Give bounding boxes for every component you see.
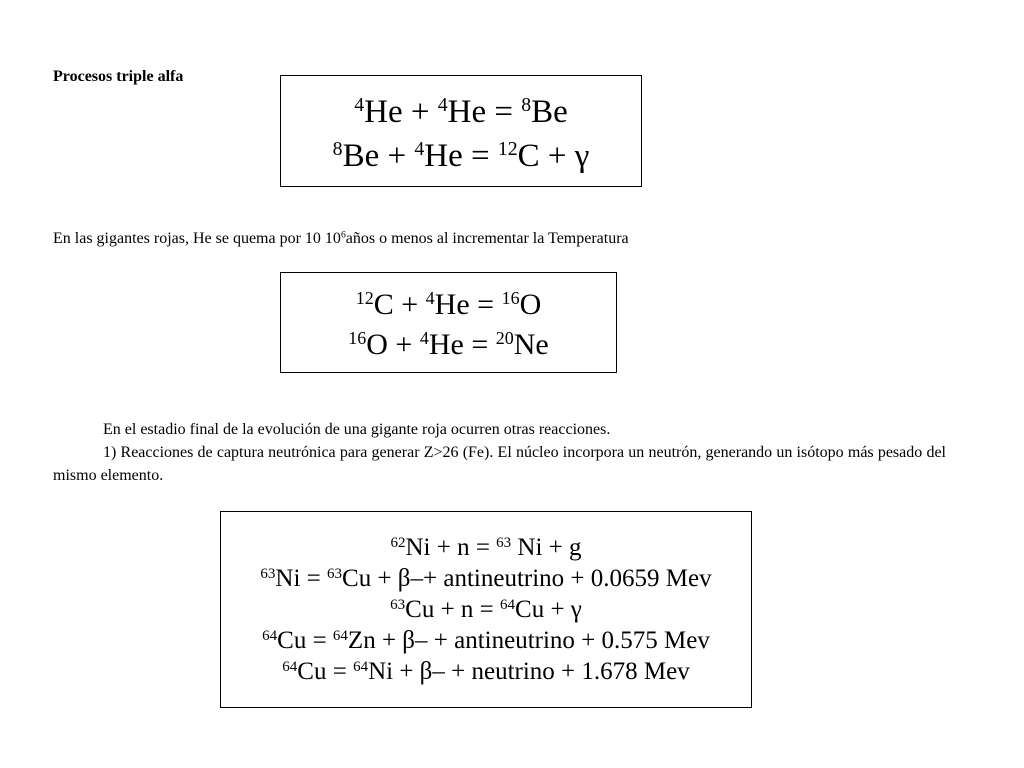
equation-text: Ni + β– + neutrino + 1.678 Mev — [368, 658, 690, 685]
equation-text: He = — [424, 138, 498, 174]
equation-text: C + γ — [517, 138, 590, 174]
mass-number: 64 — [353, 658, 369, 675]
mass-number: 64 — [262, 627, 278, 644]
mass-number: 4 — [354, 94, 365, 117]
mass-number: 63 — [390, 596, 406, 613]
mass-number: 20 — [495, 328, 514, 349]
equation-line — [281, 285, 616, 325]
mass-number: 62 — [390, 534, 406, 551]
equation-line — [221, 563, 751, 594]
mass-number: 4 — [414, 138, 425, 161]
equation-text: He = — [434, 288, 502, 321]
final-stage-paragraph-2: 1) Reacciones de captura neutrónica para generar Z>26 (Fe). El núcleo incorpora un neutrón, generando un isótopo más pesado del mismo elemento. — [53, 444, 946, 484]
mass-number: 63 — [496, 534, 512, 551]
section-heading: Procesos triple alfa — [53, 68, 184, 85]
mass-number: 8 — [521, 94, 532, 117]
equation-text: Zn + β– + antineutrino + 0.575 Mev — [347, 627, 710, 654]
equation-text: He + — [364, 94, 438, 130]
neutron-capture-equation-box — [220, 511, 752, 708]
equation-text: O — [519, 288, 542, 321]
equation-text: Be + — [342, 138, 415, 174]
mass-number: 16 — [501, 288, 520, 309]
equation-text: Ni + n = — [405, 534, 497, 561]
equation-line — [221, 656, 751, 687]
mass-number: 4 — [437, 94, 448, 117]
equation-line — [281, 90, 641, 134]
equation-text: Cu + n = — [405, 596, 501, 623]
final-stage-text — [53, 418, 946, 487]
equation-text: Be — [531, 94, 568, 130]
mass-number: 12 — [497, 138, 518, 161]
equation-line — [221, 625, 751, 656]
triple-alpha-equation-box — [280, 75, 642, 187]
equation-text: Cu + γ — [515, 596, 582, 623]
mass-number: 63 — [260, 565, 276, 582]
red-giant-text-before: En las gigantes rojas, He se quema por 10 10 — [53, 230, 341, 247]
mass-number: 8 — [332, 138, 343, 161]
mass-number: 12 — [355, 288, 374, 309]
red-giant-text-after: años o menos al incrementar la Temperatura — [345, 230, 629, 247]
final-stage-paragraph-1: En el estadio final de la evolución de una gigante roja ocurren otras reacciones. — [103, 421, 611, 438]
equation-text: He = — [428, 328, 496, 361]
mass-number: 4 — [419, 328, 429, 349]
equation-text: Ni = — [275, 565, 328, 592]
equation-text: Cu + β–+ antineutrino + 0.0659 Mev — [342, 565, 712, 592]
equation-text: C + — [373, 288, 426, 321]
equation-text: Cu = — [277, 627, 333, 654]
mass-number: 4 — [425, 288, 435, 309]
equation-text: O + — [366, 328, 420, 361]
equation-text: He = — [447, 94, 522, 130]
red-giant-helium-text — [53, 230, 629, 248]
equation-text: Ni + g — [511, 534, 582, 561]
equation-line — [281, 325, 616, 365]
equation-text: Cu = — [297, 658, 354, 685]
mass-number: 63 — [327, 565, 343, 582]
equation-line — [221, 594, 751, 625]
alpha-capture-equation-box — [280, 272, 617, 373]
equation-text: Ne — [513, 328, 549, 361]
mass-number: 64 — [332, 627, 348, 644]
red-giant-text-exponent: 6 — [340, 229, 346, 241]
mass-number: 64 — [282, 658, 298, 675]
mass-number: 16 — [348, 328, 367, 349]
equation-line — [221, 532, 751, 563]
equation-line — [281, 134, 641, 178]
mass-number: 64 — [500, 596, 516, 613]
